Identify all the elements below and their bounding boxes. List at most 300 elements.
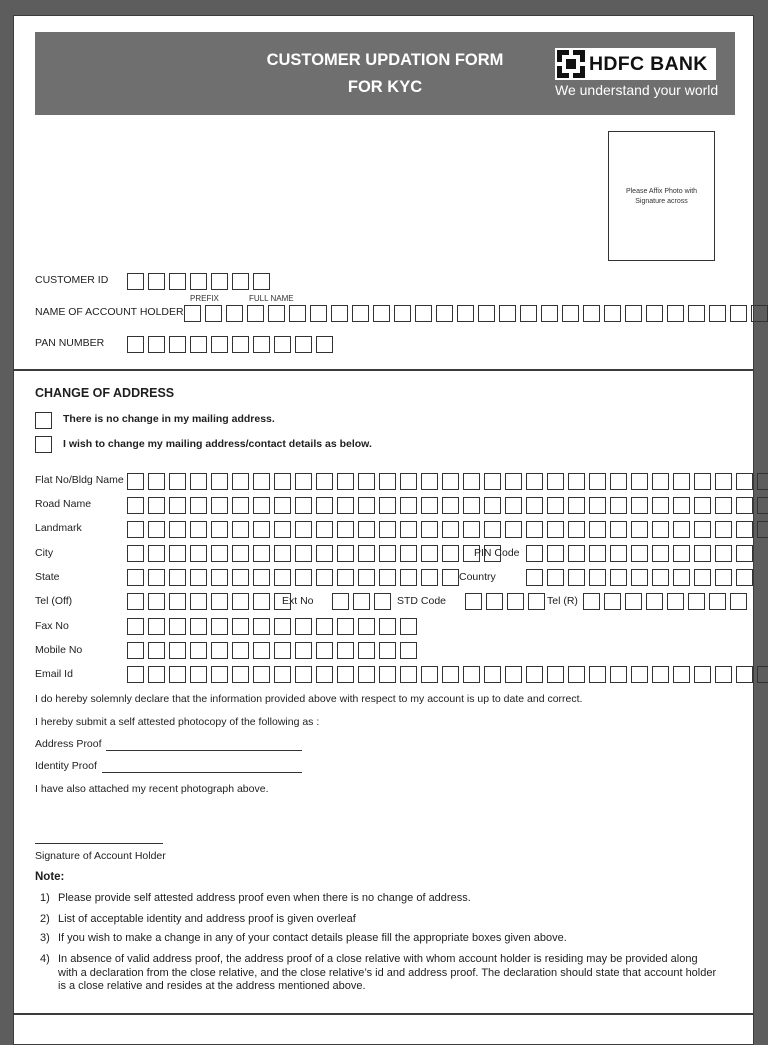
mobile-no-boxes[interactable] xyxy=(127,642,421,659)
char-box[interactable] xyxy=(316,642,333,659)
char-box[interactable] xyxy=(562,305,579,322)
char-box[interactable] xyxy=(589,521,606,538)
ext-no-boxes[interactable] xyxy=(332,593,395,610)
char-box[interactable] xyxy=(253,497,270,514)
char-box[interactable] xyxy=(547,569,564,586)
logo-tagline: We understand your world xyxy=(555,82,719,98)
char-box[interactable] xyxy=(709,305,726,322)
char-box[interactable] xyxy=(589,569,606,586)
char-box[interactable] xyxy=(169,336,186,353)
char-box[interactable] xyxy=(358,521,375,538)
email-id-label: Email Id xyxy=(35,668,73,680)
char-box[interactable] xyxy=(688,593,705,610)
char-box[interactable] xyxy=(442,666,459,683)
fax-no-boxes[interactable] xyxy=(127,618,421,635)
char-box[interactable] xyxy=(547,666,564,683)
city-boxes[interactable] xyxy=(127,545,505,562)
char-box[interactable] xyxy=(127,473,144,490)
char-box[interactable] xyxy=(442,521,459,538)
char-box[interactable] xyxy=(379,497,396,514)
char-box[interactable] xyxy=(421,521,438,538)
char-box[interactable] xyxy=(232,545,249,562)
char-box[interactable] xyxy=(127,642,144,659)
char-box[interactable] xyxy=(400,666,417,683)
char-box[interactable] xyxy=(463,473,480,490)
char-box[interactable] xyxy=(694,521,711,538)
char-box[interactable] xyxy=(652,497,669,514)
char-box[interactable] xyxy=(190,473,207,490)
char-box[interactable] xyxy=(211,642,228,659)
char-box[interactable] xyxy=(547,545,564,562)
state-boxes[interactable] xyxy=(127,569,463,586)
char-box[interactable] xyxy=(316,521,333,538)
char-box[interactable] xyxy=(295,473,312,490)
char-box[interactable] xyxy=(190,273,207,290)
char-box[interactable] xyxy=(232,642,249,659)
char-box[interactable] xyxy=(421,497,438,514)
char-box[interactable] xyxy=(274,473,291,490)
char-box[interactable] xyxy=(226,305,243,322)
char-box[interactable] xyxy=(274,336,291,353)
char-box[interactable] xyxy=(127,521,144,538)
no-change-checkbox[interactable] xyxy=(35,412,52,429)
char-box[interactable] xyxy=(526,666,543,683)
char-box[interactable] xyxy=(715,666,732,683)
tel-r-boxes[interactable] xyxy=(583,593,751,610)
char-box[interactable] xyxy=(127,618,144,635)
char-box[interactable] xyxy=(232,336,249,353)
char-box[interactable] xyxy=(169,273,186,290)
char-box[interactable] xyxy=(253,642,270,659)
char-box[interactable] xyxy=(421,569,438,586)
char-box[interactable] xyxy=(337,521,354,538)
char-box[interactable] xyxy=(373,305,390,322)
char-box[interactable] xyxy=(358,569,375,586)
char-box[interactable] xyxy=(337,473,354,490)
char-box[interactable] xyxy=(505,521,522,538)
char-box[interactable] xyxy=(190,666,207,683)
char-box[interactable] xyxy=(358,618,375,635)
char-box[interactable] xyxy=(484,497,501,514)
char-box[interactable] xyxy=(673,521,690,538)
char-box[interactable] xyxy=(148,666,165,683)
char-box[interactable] xyxy=(667,593,684,610)
char-box[interactable] xyxy=(148,569,165,586)
char-box[interactable] xyxy=(374,593,391,610)
char-box[interactable] xyxy=(673,497,690,514)
char-box[interactable] xyxy=(379,666,396,683)
char-box[interactable] xyxy=(169,642,186,659)
char-box[interactable] xyxy=(232,569,249,586)
char-box[interactable] xyxy=(667,305,684,322)
char-box[interactable] xyxy=(757,497,768,514)
char-box[interactable] xyxy=(547,521,564,538)
char-box[interactable] xyxy=(400,545,417,562)
char-box[interactable] xyxy=(610,521,627,538)
char-box[interactable] xyxy=(232,473,249,490)
char-box[interactable] xyxy=(169,521,186,538)
char-box[interactable] xyxy=(421,473,438,490)
char-box[interactable] xyxy=(715,497,732,514)
char-box[interactable] xyxy=(316,545,333,562)
char-box[interactable] xyxy=(688,305,705,322)
identity-proof-line[interactable] xyxy=(102,772,302,773)
char-box[interactable] xyxy=(736,666,753,683)
char-box[interactable] xyxy=(127,273,144,290)
char-box[interactable] xyxy=(568,497,585,514)
char-box[interactable] xyxy=(400,473,417,490)
char-box[interactable] xyxy=(528,593,545,610)
char-box[interactable] xyxy=(465,593,482,610)
char-box[interactable] xyxy=(730,305,747,322)
char-box[interactable] xyxy=(274,666,291,683)
char-box[interactable] xyxy=(274,545,291,562)
char-box[interactable] xyxy=(715,521,732,538)
char-box[interactable] xyxy=(253,336,270,353)
char-box[interactable] xyxy=(148,473,165,490)
char-box[interactable] xyxy=(610,497,627,514)
char-box[interactable] xyxy=(232,618,249,635)
char-box[interactable] xyxy=(379,521,396,538)
char-box[interactable] xyxy=(505,473,522,490)
char-box[interactable] xyxy=(478,305,495,322)
char-box[interactable] xyxy=(274,521,291,538)
char-box[interactable] xyxy=(526,545,543,562)
char-box[interactable] xyxy=(274,569,291,586)
char-box[interactable] xyxy=(353,593,370,610)
char-box[interactable] xyxy=(232,666,249,683)
char-box[interactable] xyxy=(211,336,228,353)
char-box[interactable] xyxy=(652,569,669,586)
account-holder-name-boxes[interactable] xyxy=(184,305,768,322)
char-box[interactable] xyxy=(337,618,354,635)
char-box[interactable] xyxy=(190,642,207,659)
char-box[interactable] xyxy=(379,618,396,635)
char-box[interactable] xyxy=(337,545,354,562)
char-box[interactable] xyxy=(736,521,753,538)
char-box[interactable] xyxy=(400,642,417,659)
char-box[interactable] xyxy=(379,642,396,659)
char-box[interactable] xyxy=(295,642,312,659)
char-box[interactable] xyxy=(232,273,249,290)
char-box[interactable] xyxy=(232,521,249,538)
char-box[interactable] xyxy=(673,473,690,490)
char-box[interactable] xyxy=(568,569,585,586)
char-box[interactable] xyxy=(709,593,726,610)
char-box[interactable] xyxy=(631,497,648,514)
char-box[interactable] xyxy=(295,666,312,683)
char-box[interactable] xyxy=(289,305,306,322)
char-box[interactable] xyxy=(400,618,417,635)
char-box[interactable] xyxy=(169,473,186,490)
char-box[interactable] xyxy=(232,497,249,514)
pin-code-boxes[interactable] xyxy=(526,545,757,562)
char-box[interactable] xyxy=(211,273,228,290)
char-box[interactable] xyxy=(295,336,312,353)
char-box[interactable] xyxy=(625,305,642,322)
char-box[interactable] xyxy=(589,666,606,683)
char-box[interactable] xyxy=(316,618,333,635)
char-box[interactable] xyxy=(541,305,558,322)
char-box[interactable] xyxy=(190,497,207,514)
char-box[interactable] xyxy=(610,666,627,683)
char-box[interactable] xyxy=(589,497,606,514)
char-box[interactable] xyxy=(253,473,270,490)
flat-label: Flat No/Bldg Name xyxy=(35,474,124,486)
char-box[interactable] xyxy=(211,545,228,562)
char-box[interactable] xyxy=(583,305,600,322)
char-box[interactable] xyxy=(337,666,354,683)
char-box[interactable] xyxy=(442,473,459,490)
char-box[interactable] xyxy=(316,666,333,683)
char-box[interactable] xyxy=(415,305,432,322)
char-box[interactable] xyxy=(505,666,522,683)
char-box[interactable] xyxy=(352,305,369,322)
char-box[interactable] xyxy=(169,497,186,514)
char-box[interactable] xyxy=(127,569,144,586)
customer-id-boxes[interactable] xyxy=(127,273,274,290)
char-box[interactable] xyxy=(610,473,627,490)
char-box[interactable] xyxy=(646,305,663,322)
char-box[interactable] xyxy=(631,569,648,586)
char-box[interactable] xyxy=(604,305,621,322)
char-box[interactable] xyxy=(148,521,165,538)
char-box[interactable] xyxy=(499,305,516,322)
char-box[interactable] xyxy=(421,545,438,562)
char-box[interactable] xyxy=(484,473,501,490)
char-box[interactable] xyxy=(526,521,543,538)
char-box[interactable] xyxy=(463,497,480,514)
char-box[interactable] xyxy=(652,666,669,683)
char-box[interactable] xyxy=(190,618,207,635)
landmark-boxes[interactable] xyxy=(127,521,768,538)
char-box[interactable] xyxy=(358,666,375,683)
char-box[interactable] xyxy=(211,593,228,610)
char-box[interactable] xyxy=(211,473,228,490)
char-box[interactable] xyxy=(127,666,144,683)
char-box[interactable] xyxy=(568,666,585,683)
signature-line[interactable] xyxy=(35,843,163,844)
char-box[interactable] xyxy=(631,521,648,538)
char-box[interactable] xyxy=(253,569,270,586)
char-box[interactable] xyxy=(400,569,417,586)
char-box[interactable] xyxy=(715,545,732,562)
char-box[interactable] xyxy=(673,666,690,683)
char-box[interactable] xyxy=(646,593,663,610)
char-box[interactable] xyxy=(463,666,480,683)
char-box[interactable] xyxy=(631,473,648,490)
char-box[interactable] xyxy=(379,569,396,586)
char-box[interactable] xyxy=(442,569,459,586)
char-box[interactable] xyxy=(190,569,207,586)
char-box[interactable] xyxy=(694,666,711,683)
char-box[interactable] xyxy=(127,336,144,353)
char-box[interactable] xyxy=(190,521,207,538)
char-box[interactable] xyxy=(463,521,480,538)
change-address-checkbox[interactable] xyxy=(35,436,52,453)
char-box[interactable] xyxy=(568,545,585,562)
char-box[interactable] xyxy=(379,545,396,562)
landmark-label: Landmark xyxy=(35,522,82,534)
char-box[interactable] xyxy=(211,521,228,538)
char-box[interactable] xyxy=(652,473,669,490)
char-box[interactable] xyxy=(295,545,312,562)
char-box[interactable] xyxy=(568,473,585,490)
char-box[interactable] xyxy=(736,473,753,490)
char-box[interactable] xyxy=(358,545,375,562)
char-box[interactable] xyxy=(211,497,228,514)
char-box[interactable] xyxy=(316,569,333,586)
char-box[interactable] xyxy=(247,305,264,322)
email-id-boxes[interactable] xyxy=(127,666,768,683)
char-box[interactable] xyxy=(127,593,144,610)
char-box[interactable] xyxy=(715,473,732,490)
char-box[interactable] xyxy=(589,473,606,490)
char-box[interactable] xyxy=(169,618,186,635)
char-box[interactable] xyxy=(507,593,524,610)
char-box[interactable] xyxy=(379,473,396,490)
char-box[interactable] xyxy=(274,642,291,659)
char-box[interactable] xyxy=(169,593,186,610)
char-box[interactable] xyxy=(421,666,438,683)
char-box[interactable] xyxy=(757,666,768,683)
char-box[interactable] xyxy=(694,545,711,562)
country-boxes[interactable] xyxy=(526,569,757,586)
char-box[interactable] xyxy=(316,473,333,490)
char-box[interactable] xyxy=(274,618,291,635)
char-box[interactable] xyxy=(484,521,501,538)
char-box[interactable] xyxy=(295,569,312,586)
char-box[interactable] xyxy=(442,545,459,562)
char-box[interactable] xyxy=(442,497,459,514)
char-box[interactable] xyxy=(268,305,285,322)
char-box[interactable] xyxy=(505,497,522,514)
char-box[interactable] xyxy=(694,497,711,514)
char-box[interactable] xyxy=(253,273,270,290)
char-box[interactable] xyxy=(148,593,165,610)
char-box[interactable] xyxy=(190,593,207,610)
char-box[interactable] xyxy=(211,618,228,635)
address-proof-line[interactable] xyxy=(106,750,302,751)
char-box[interactable] xyxy=(310,305,327,322)
char-box[interactable] xyxy=(331,305,348,322)
char-box[interactable] xyxy=(358,642,375,659)
char-box[interactable] xyxy=(295,521,312,538)
char-box[interactable] xyxy=(394,305,411,322)
char-box[interactable] xyxy=(169,545,186,562)
char-box[interactable] xyxy=(400,497,417,514)
char-box[interactable] xyxy=(148,642,165,659)
char-box[interactable] xyxy=(486,593,503,610)
char-box[interactable] xyxy=(610,569,627,586)
char-box[interactable] xyxy=(589,545,606,562)
char-box[interactable] xyxy=(358,473,375,490)
char-box[interactable] xyxy=(169,569,186,586)
char-box[interactable] xyxy=(148,273,165,290)
char-box[interactable] xyxy=(337,497,354,514)
char-box[interactable] xyxy=(358,497,375,514)
char-box[interactable] xyxy=(520,305,537,322)
char-box[interactable] xyxy=(673,569,690,586)
char-box[interactable] xyxy=(295,618,312,635)
char-box[interactable] xyxy=(148,618,165,635)
char-box[interactable] xyxy=(730,593,747,610)
char-box[interactable] xyxy=(127,545,144,562)
char-box[interactable] xyxy=(568,521,585,538)
char-box[interactable] xyxy=(253,618,270,635)
char-box[interactable] xyxy=(205,305,222,322)
char-box[interactable] xyxy=(694,569,711,586)
pan-number-boxes[interactable] xyxy=(127,336,337,353)
char-box[interactable] xyxy=(274,497,291,514)
char-box[interactable] xyxy=(316,497,333,514)
char-box[interactable] xyxy=(316,336,333,353)
char-box[interactable] xyxy=(253,593,270,610)
char-box[interactable] xyxy=(625,593,642,610)
char-box[interactable] xyxy=(736,497,753,514)
char-box[interactable] xyxy=(253,545,270,562)
char-box[interactable] xyxy=(436,305,453,322)
char-box[interactable] xyxy=(547,497,564,514)
char-box[interactable] xyxy=(526,497,543,514)
char-box[interactable] xyxy=(751,305,768,322)
char-box[interactable] xyxy=(583,593,600,610)
char-box[interactable] xyxy=(757,521,768,538)
char-box[interactable] xyxy=(190,336,207,353)
char-box[interactable] xyxy=(295,497,312,514)
char-box[interactable] xyxy=(190,545,207,562)
char-box[interactable] xyxy=(457,305,474,322)
char-box[interactable] xyxy=(652,545,669,562)
logo-text: HDFC BANK xyxy=(589,53,708,75)
char-box[interactable] xyxy=(526,569,543,586)
char-box[interactable] xyxy=(211,666,228,683)
char-box[interactable] xyxy=(332,593,349,610)
char-box[interactable] xyxy=(148,545,165,562)
std-code-boxes[interactable] xyxy=(465,593,549,610)
char-box[interactable] xyxy=(484,666,501,683)
char-box[interactable] xyxy=(631,666,648,683)
char-box[interactable] xyxy=(127,497,144,514)
char-box[interactable] xyxy=(337,642,354,659)
tel-off-boxes[interactable] xyxy=(127,593,295,610)
char-box[interactable] xyxy=(610,545,627,562)
char-box[interactable] xyxy=(211,569,228,586)
char-box[interactable] xyxy=(232,593,249,610)
char-box[interactable] xyxy=(715,569,732,586)
char-box[interactable] xyxy=(757,473,768,490)
flat-boxes[interactable] xyxy=(127,473,768,490)
char-box[interactable] xyxy=(148,497,165,514)
char-box[interactable] xyxy=(736,569,753,586)
road-boxes[interactable] xyxy=(127,497,768,514)
char-box[interactable] xyxy=(694,473,711,490)
char-box[interactable] xyxy=(526,473,543,490)
char-box[interactable] xyxy=(184,305,201,322)
char-box[interactable] xyxy=(169,666,186,683)
char-box[interactable] xyxy=(148,336,165,353)
char-box[interactable] xyxy=(652,521,669,538)
char-box[interactable] xyxy=(604,593,621,610)
char-box[interactable] xyxy=(547,473,564,490)
char-box[interactable] xyxy=(736,545,753,562)
char-box[interactable] xyxy=(673,545,690,562)
char-box[interactable] xyxy=(400,521,417,538)
char-box[interactable] xyxy=(631,545,648,562)
char-box[interactable] xyxy=(337,569,354,586)
char-box[interactable] xyxy=(253,666,270,683)
char-box[interactable] xyxy=(253,521,270,538)
